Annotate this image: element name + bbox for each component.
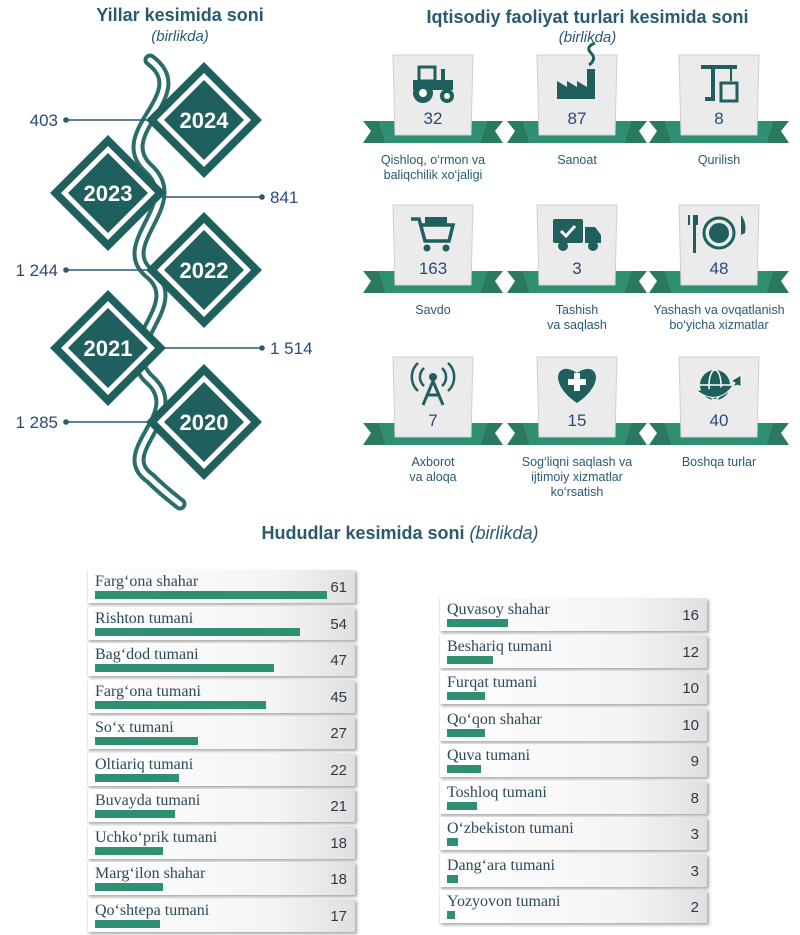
- activity-caption: [502, 153, 652, 168]
- year-value: 1 514: [270, 339, 313, 358]
- region-row: [439, 854, 707, 887]
- year-value: 403: [29, 111, 58, 130]
- activity-caption: [502, 303, 652, 333]
- region-bar: [447, 692, 485, 700]
- caption-line: Qishloq, o‘rmon va: [380, 153, 486, 167]
- region-name: Yozyovon tumani: [447, 893, 561, 910]
- region-row: [87, 862, 355, 895]
- region-value: 3: [690, 826, 699, 843]
- region-row: [439, 671, 707, 704]
- region-name: Furqat tumani: [447, 674, 538, 691]
- years-title: Yillar kesimida soni: [96, 5, 264, 25]
- region-row: [439, 635, 707, 668]
- year-label: 2024: [179, 108, 229, 133]
- regions-title: Hududlar kesimida soni (birlikda): [261, 523, 539, 543]
- activity-subtitle: (birlikda): [558, 29, 617, 46]
- activity-card: [363, 55, 503, 143]
- region-value: 47: [330, 652, 347, 669]
- year-label: 2023: [83, 181, 133, 206]
- region-name: Dang‘ara tumani: [447, 856, 555, 874]
- region-name: Quva tumani: [447, 747, 531, 764]
- region-bar: [95, 701, 266, 709]
- region-value: 18: [330, 871, 347, 888]
- activity-value: 8: [714, 109, 724, 128]
- region-bar: [447, 729, 485, 737]
- region-name: Qo‘qon shahar: [447, 710, 542, 728]
- caption-line: Sog‘liqni saqlash va: [521, 455, 633, 469]
- region-bar: [95, 628, 300, 636]
- activity-value: 40: [709, 411, 729, 430]
- caption-line: ijtimoiy xizmatlar: [531, 470, 623, 484]
- region-bar: [447, 911, 455, 919]
- region-value: 45: [330, 688, 347, 706]
- region-value: 18: [330, 834, 347, 852]
- activity-card: [363, 205, 503, 293]
- region-row: [87, 570, 355, 603]
- caption-line: Axborot: [411, 455, 455, 469]
- activity-card: [649, 55, 789, 143]
- year-value: 841: [270, 188, 299, 207]
- caption-line: Qurilish: [697, 153, 741, 167]
- activity-value: 48: [709, 259, 729, 278]
- region-row: [87, 753, 355, 786]
- region-bar: [95, 591, 327, 599]
- caption-line: Sanoat: [557, 153, 597, 167]
- region-bar: [95, 737, 198, 745]
- region-row: [87, 789, 355, 822]
- region-row: [439, 817, 707, 850]
- caption-line: Savdo: [415, 303, 451, 317]
- region-row: [87, 826, 355, 859]
- region-name: Quvasoy shahar: [447, 601, 550, 618]
- region-value: 27: [330, 725, 347, 742]
- region-value: 12: [682, 643, 699, 661]
- region-row: [87, 716, 355, 749]
- region-bar: [447, 656, 493, 664]
- caption-line: va saqlash: [547, 318, 607, 332]
- activity-caption: [502, 455, 652, 500]
- region-bar: [447, 875, 458, 883]
- region-bar: [95, 920, 160, 928]
- region-row: [439, 598, 707, 631]
- year-value: 1 244: [15, 261, 58, 280]
- region-bar: [447, 619, 508, 627]
- region-value: 61: [330, 579, 347, 596]
- region-row: [87, 607, 355, 640]
- region-value: 17: [330, 907, 347, 925]
- region-name: O‘zbekiston tumani: [447, 820, 574, 837]
- region-name: Oltiariq tumani: [95, 755, 194, 773]
- region-row: [87, 680, 355, 713]
- activity-title: Iqtisodiy faoliyat turlari kesimida soni: [426, 7, 749, 27]
- activity-card: [507, 43, 647, 143]
- caption-line: va aloqa: [409, 470, 457, 484]
- region-name: So‘x tumani: [95, 719, 174, 736]
- activity-caption: [358, 455, 508, 485]
- years-subtitle: (birlikda): [151, 28, 209, 45]
- region-bar: [95, 810, 175, 818]
- region-row: [439, 708, 707, 741]
- region-bar: [447, 838, 458, 846]
- region-bar: [95, 883, 163, 891]
- year-label: 2020: [179, 410, 229, 435]
- region-name: Qo‘shtepa tumani: [95, 901, 210, 919]
- region-row: [439, 744, 707, 777]
- region-name: Toshloq tumani: [447, 783, 547, 801]
- region-name: Buvayda tumani: [95, 792, 201, 809]
- region-value: 21: [330, 798, 347, 815]
- region-name: Farg‘ona shahar: [95, 573, 199, 590]
- region-value: 54: [330, 615, 347, 633]
- caption-line: baliqchilik xo‘jaligi: [383, 168, 483, 182]
- activity-value: 15: [567, 411, 587, 430]
- region-name: Beshariq tumani: [447, 637, 553, 655]
- region-bar: [95, 774, 179, 782]
- activity-caption: [644, 153, 794, 168]
- region-value: 22: [330, 761, 347, 779]
- region-bar: [447, 765, 481, 773]
- region-value: 8: [690, 789, 699, 807]
- region-name: Uchko‘prik tumani: [95, 828, 218, 846]
- activity-caption: [644, 455, 794, 470]
- year-label: 2021: [83, 336, 133, 361]
- activity-card: [649, 205, 789, 293]
- region-name: Bag‘dod tumani: [95, 646, 199, 663]
- region-name: Farg‘ona tumani: [95, 682, 201, 700]
- year-value: 1 285: [15, 413, 58, 432]
- activity-caption: [644, 303, 794, 333]
- caption-line: ko‘rsatish: [550, 485, 604, 499]
- region-row: [439, 890, 707, 923]
- region-value: 9: [690, 753, 699, 770]
- activity-card: [363, 357, 503, 445]
- activity-card: [649, 357, 789, 445]
- year-label: 2022: [179, 258, 229, 283]
- activity-value: 3: [572, 259, 582, 278]
- activity-value: 7: [428, 411, 438, 430]
- region-row: [87, 643, 355, 676]
- activity-value: 87: [567, 109, 587, 128]
- region-name: Marg‘ilon shahar: [95, 865, 206, 882]
- activity-value: 163: [418, 259, 448, 278]
- activity-card: [507, 205, 647, 293]
- region-bar: [447, 802, 477, 810]
- region-row: [87, 899, 355, 932]
- caption-line: Tashish: [555, 303, 599, 317]
- caption-line: Boshqa turlar: [681, 455, 757, 469]
- region-value: 10: [682, 680, 699, 697]
- region-bar: [95, 847, 163, 855]
- region-value: 16: [682, 607, 699, 624]
- region-value: 10: [682, 716, 699, 734]
- region-value: 2: [690, 899, 699, 916]
- caption-line: bo‘yicha xizmatlar: [669, 318, 769, 332]
- activity-caption: [358, 303, 508, 318]
- region-bar: [95, 664, 274, 672]
- activity-card: [507, 357, 647, 445]
- region-name: Rishton tumani: [95, 609, 194, 627]
- caption-line: Yashash va ovqatlanish: [653, 303, 785, 317]
- activity-caption: [358, 153, 508, 183]
- activity-value: 32: [423, 109, 443, 128]
- region-value: 3: [690, 862, 699, 880]
- region-row: [439, 781, 707, 814]
